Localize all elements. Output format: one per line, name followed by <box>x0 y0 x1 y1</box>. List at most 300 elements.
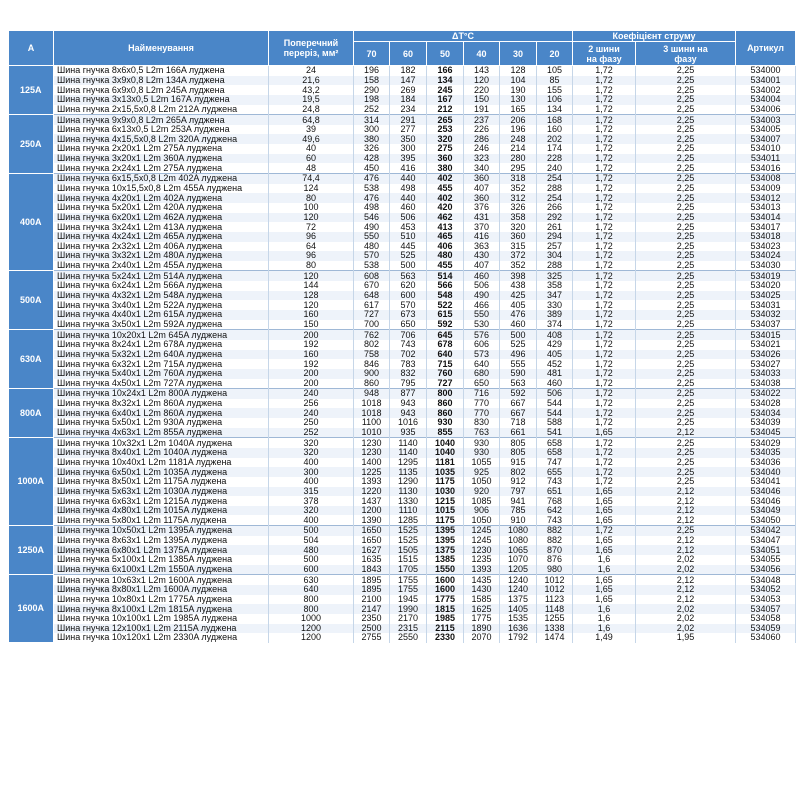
header-a: A <box>9 31 54 66</box>
dt30-value: 912 <box>500 477 537 487</box>
group-current-label: 800A <box>9 389 54 438</box>
cross-section: 320 <box>269 448 354 458</box>
dt40-value: 925 <box>464 467 500 477</box>
dt40-value: 920 <box>464 487 500 497</box>
dt30-value: 312 <box>500 193 537 203</box>
dt20-value: 768 <box>537 496 573 506</box>
cross-section: 504 <box>269 536 354 546</box>
dt70-value: 860 <box>354 379 390 389</box>
coef-two-value: 1,72 <box>573 193 636 203</box>
coef-three-value: 2,25 <box>636 144 736 154</box>
dt60-value: 783 <box>390 359 427 369</box>
article-number: 534037 <box>736 320 796 330</box>
header-coef-two-line1: 2 шини <box>588 43 620 54</box>
dt20-value: 747 <box>537 458 573 468</box>
product-name: Шина гнучка 3х13х0,5 L2m 167A луджена <box>54 95 269 105</box>
table-row <box>9 526 796 536</box>
dt40-value: 490 <box>464 291 500 301</box>
dt60-value: 743 <box>390 340 427 350</box>
table-row <box>9 330 796 340</box>
product-name: Шина гнучка 3х32х1 L2m 480A луджена <box>54 251 269 261</box>
coef-three-value: 2,02 <box>636 614 736 624</box>
group-current-label: 1000A <box>9 438 54 526</box>
group-current-label: 500A <box>9 271 54 330</box>
dt50-value: 640 <box>427 350 464 360</box>
coef-two-value: 1,72 <box>573 458 636 468</box>
dt70-value: 900 <box>354 369 390 379</box>
article-number: 534057 <box>736 604 796 614</box>
table-row <box>9 389 796 399</box>
coef-two-value: 1,72 <box>573 438 636 448</box>
product-name: Шина гнучка 4х80х1 L2m 1015A луджена <box>54 506 269 516</box>
dt70-value: 158 <box>354 76 390 86</box>
dt40-value: 407 <box>464 261 500 271</box>
dt70-value: 1650 <box>354 526 390 536</box>
article-number: 534029 <box>736 438 796 448</box>
article-number: 534058 <box>736 614 796 624</box>
coef-three-value: 2,25 <box>636 389 736 399</box>
dt60-value: 2170 <box>390 614 427 624</box>
dt20-value: 452 <box>537 359 573 369</box>
product-name: Шина гнучка 3х24х1 L2m 413A луджена <box>54 222 269 232</box>
dt50-value: 212 <box>427 105 464 115</box>
product-name: Шина гнучка 5х24х1 L2m 514A луджена <box>54 271 269 281</box>
dt20-value: 168 <box>537 115 573 125</box>
coef-three-value: 2,25 <box>636 242 736 252</box>
product-name: Шина гнучка 6х15,5х0,8 L2m 402A луджена <box>54 174 269 184</box>
dt50-value: 1175 <box>427 477 464 487</box>
dt70-value: 196 <box>354 66 390 76</box>
table-row <box>9 261 796 271</box>
coef-two-value: 1,72 <box>573 300 636 310</box>
dt50-value: 420 <box>427 203 464 213</box>
product-name: Шина гнучка 5х40х1 L2m 760A луджена <box>54 369 269 379</box>
dt30-value: 130 <box>500 95 537 105</box>
coef-three-value: 2,25 <box>636 115 736 125</box>
coef-three-value: 2,02 <box>636 555 736 565</box>
dt50-value: 800 <box>427 389 464 399</box>
cross-section: 120 <box>269 213 354 223</box>
product-name: Шина гнучка 4х63х1 L2m 855A луджена <box>54 428 269 438</box>
table-row <box>9 438 796 448</box>
article-number: 534019 <box>736 271 796 281</box>
table-row <box>9 536 796 546</box>
cross-section: 320 <box>269 506 354 516</box>
table-row <box>9 310 796 320</box>
dt50-value: 548 <box>427 291 464 301</box>
dt70-value: 727 <box>354 310 390 320</box>
table-row <box>9 184 796 194</box>
dt70-value: 2755 <box>354 633 390 643</box>
dt60-value: 1945 <box>390 595 427 605</box>
dt70-value: 300 <box>354 125 390 135</box>
dt70-value: 498 <box>354 203 390 213</box>
header-dt-50: 50 <box>427 42 464 66</box>
coef-two-value: 1,65 <box>573 536 636 546</box>
dt20-value: 544 <box>537 399 573 409</box>
cross-section: 640 <box>269 585 354 595</box>
dt50-value: 360 <box>427 154 464 164</box>
dt50-value: 860 <box>427 399 464 409</box>
product-name: Шина гнучка 10х24х1 L2m 800A луджена <box>54 389 269 399</box>
coef-two-value: 1,65 <box>573 506 636 516</box>
dt50-value: 1015 <box>427 506 464 516</box>
dt30-value: 320 <box>500 222 537 232</box>
dt60-value: 234 <box>390 105 427 115</box>
dt70-value: 2100 <box>354 595 390 605</box>
article-number: 534008 <box>736 174 796 184</box>
dt60-value: 943 <box>390 399 427 409</box>
dt20-value: 1255 <box>537 614 573 624</box>
coef-two-value: 1,6 <box>573 624 636 634</box>
dt60-value: 525 <box>390 251 427 261</box>
dt50-value: 592 <box>427 320 464 330</box>
product-name: Шина гнучка 6х63х1 L2m 1215A луджена <box>54 496 269 506</box>
coef-two-value: 1,72 <box>573 95 636 105</box>
cross-section: 1200 <box>269 624 354 634</box>
coef-two-value: 1,65 <box>573 585 636 595</box>
dt30-value: 1080 <box>500 526 537 536</box>
dt60-value: 506 <box>390 213 427 223</box>
dt40-value: 650 <box>464 379 500 389</box>
dt30-value: 206 <box>500 115 537 125</box>
dt20-value: 160 <box>537 125 573 135</box>
dt50-value: 167 <box>427 95 464 105</box>
article-number: 534003 <box>736 115 796 125</box>
header-section-line1: Поперечний <box>283 38 339 48</box>
cross-section: 72 <box>269 222 354 232</box>
product-name: Шина гнучка 10х80х1 L2m 1775A луджена <box>54 595 269 605</box>
dt60-value: 1130 <box>390 487 427 497</box>
article-number: 534022 <box>736 389 796 399</box>
coef-two-value: 1,72 <box>573 213 636 223</box>
dt20-value: 658 <box>537 448 573 458</box>
coef-three-value: 2,25 <box>636 125 736 135</box>
dt30-value: 805 <box>500 448 537 458</box>
product-name: Шина гнучка 2х40х1 L2m 455A луджена <box>54 261 269 271</box>
dt20-value: 1123 <box>537 595 573 605</box>
dt50-value: 715 <box>427 359 464 369</box>
dt70-value: 670 <box>354 281 390 291</box>
dt30-value: 405 <box>500 300 537 310</box>
dt50-value: 1550 <box>427 565 464 575</box>
dt40-value: 1245 <box>464 536 500 546</box>
dt50-value: 860 <box>427 408 464 418</box>
dt40-value: 143 <box>464 66 500 76</box>
cross-section: 21,6 <box>269 76 354 86</box>
dt30-value: 1792 <box>500 633 537 643</box>
dt60-value: 1505 <box>390 545 427 555</box>
dt60-value: 291 <box>390 115 427 125</box>
dt20-value: 405 <box>537 350 573 360</box>
coef-two-value: 1,72 <box>573 76 636 86</box>
article-number: 534013 <box>736 203 796 213</box>
dt20-value: 743 <box>537 477 573 487</box>
product-name: Шина гнучка 5х80х1 L2m 1175A луджена <box>54 515 269 525</box>
dt30-value: 476 <box>500 310 537 320</box>
dt70-value: 476 <box>354 193 390 203</box>
coef-three-value: 2,25 <box>636 467 736 477</box>
dt50-value: 1775 <box>427 595 464 605</box>
dt50-value: 855 <box>427 428 464 438</box>
table-row <box>9 340 796 350</box>
coef-three-value: 2,02 <box>636 604 736 614</box>
dt20-value: 743 <box>537 515 573 525</box>
dt70-value: 326 <box>354 144 390 154</box>
dt70-value: 1393 <box>354 477 390 487</box>
article-number: 534032 <box>736 310 796 320</box>
dt20-value: 1474 <box>537 633 573 643</box>
dt60-value: 795 <box>390 379 427 389</box>
product-name: Шина гнучка 5х63х1 L2m 1030A луджена <box>54 487 269 497</box>
dt40-value: 191 <box>464 105 500 115</box>
dt70-value: 648 <box>354 291 390 301</box>
dt20-value: 202 <box>537 134 573 144</box>
product-name: Шина гнучка 10х63х1 L2m 1600A луджена <box>54 575 269 585</box>
product-name: Шина гнучка 5х20х1 L2m 420A луджена <box>54 203 269 213</box>
product-name: Шина гнучка 3х40х1 L2m 522A луджена <box>54 300 269 310</box>
cross-section: 400 <box>269 477 354 487</box>
dt30-value: 802 <box>500 467 537 477</box>
cross-section: 64,8 <box>269 115 354 125</box>
dt20-value: 429 <box>537 340 573 350</box>
dt20-value: 980 <box>537 565 573 575</box>
dt60-value: 269 <box>390 85 427 95</box>
dt50-value: 1395 <box>427 536 464 546</box>
dt70-value: 1010 <box>354 428 390 438</box>
product-name: Шина гнучка 4х32х1 L2m 548A луджена <box>54 291 269 301</box>
cross-section: 400 <box>269 458 354 468</box>
dt40-value: 716 <box>464 389 500 399</box>
cross-section: 80 <box>269 193 354 203</box>
article-number: 534002 <box>736 85 796 95</box>
dt40-value: 1050 <box>464 515 500 525</box>
dt70-value: 290 <box>354 85 390 95</box>
cross-section: 500 <box>269 555 354 565</box>
dt40-value: 1775 <box>464 614 500 624</box>
header-dt-40: 40 <box>464 42 500 66</box>
cross-section: 480 <box>269 545 354 555</box>
dt60-value: 563 <box>390 271 427 281</box>
coef-three-value: 2,25 <box>636 163 736 173</box>
dt50-value: 615 <box>427 310 464 320</box>
dt40-value: 680 <box>464 369 500 379</box>
dt40-value: 573 <box>464 350 500 360</box>
group-current-label: 630A <box>9 330 54 389</box>
dt60-value: 277 <box>390 125 427 135</box>
dt50-value: 1385 <box>427 555 464 565</box>
dt30-value: 1535 <box>500 614 537 624</box>
product-name: Шина гнучка 6х32х1 L2m 715A луджена <box>54 359 269 369</box>
table-row <box>9 281 796 291</box>
coef-three-value: 2,12 <box>636 487 736 497</box>
dt20-value: 257 <box>537 242 573 252</box>
dt30-value: 718 <box>500 418 537 428</box>
dt30-value: 196 <box>500 125 537 135</box>
coef-two-value: 1,72 <box>573 174 636 184</box>
article-number: 534040 <box>736 467 796 477</box>
dt20-value: 358 <box>537 281 573 291</box>
product-name: Шина гнучка 10х20х1 L2m 645A луджена <box>54 330 269 340</box>
dt20-value: 174 <box>537 144 573 154</box>
dt30-value: 248 <box>500 134 537 144</box>
coef-three-value: 1,95 <box>636 633 736 643</box>
dt20-value: 106 <box>537 95 573 105</box>
article-number: 534041 <box>736 477 796 487</box>
dt40-value: 606 <box>464 340 500 350</box>
dt20-value: 651 <box>537 487 573 497</box>
table-row <box>9 95 796 105</box>
dt70-value: 450 <box>354 163 390 173</box>
dt40-value: 466 <box>464 300 500 310</box>
cross-section: 120 <box>269 300 354 310</box>
coef-two-value: 1,72 <box>573 418 636 428</box>
article-number: 534033 <box>736 369 796 379</box>
dt40-value: 1435 <box>464 575 500 585</box>
dt50-value: 402 <box>427 193 464 203</box>
dt60-value: 570 <box>390 300 427 310</box>
article-number: 534011 <box>736 154 796 164</box>
coef-two-value: 1,72 <box>573 330 636 340</box>
table-row <box>9 222 796 232</box>
coef-three-value: 2,25 <box>636 438 736 448</box>
coef-two-value: 1,72 <box>573 320 636 330</box>
cross-section: 160 <box>269 350 354 360</box>
cross-section: 300 <box>269 467 354 477</box>
coef-two-value: 1,72 <box>573 379 636 389</box>
dt70-value: 1018 <box>354 399 390 409</box>
article-number: 534036 <box>736 458 796 468</box>
dt60-value: 460 <box>390 203 427 213</box>
table-row <box>9 213 796 223</box>
article-number: 534055 <box>736 555 796 565</box>
coef-two-value: 1,72 <box>573 310 636 320</box>
cross-section: 600 <box>269 565 354 575</box>
dt30-value: 460 <box>500 320 537 330</box>
coef-two-value: 1,6 <box>573 565 636 575</box>
dt60-value: 440 <box>390 174 427 184</box>
coef-two-value: 1,6 <box>573 604 636 614</box>
coef-two-value: 1,72 <box>573 526 636 536</box>
dt60-value: 440 <box>390 193 427 203</box>
table-row <box>9 428 796 438</box>
table-row <box>9 418 796 428</box>
dt70-value: 1230 <box>354 448 390 458</box>
dt50-value: 566 <box>427 281 464 291</box>
coef-three-value: 2,25 <box>636 291 736 301</box>
coef-three-value: 2,25 <box>636 340 736 350</box>
dt70-value: 1220 <box>354 487 390 497</box>
dt40-value: 1393 <box>464 565 500 575</box>
coef-three-value: 2,25 <box>636 134 736 144</box>
coef-three-value: 2,25 <box>636 359 736 369</box>
dt20-value: 882 <box>537 536 573 546</box>
dt70-value: 538 <box>354 261 390 271</box>
dt20-value: 292 <box>537 213 573 223</box>
coef-three-value: 2,25 <box>636 408 736 418</box>
product-name: Шина гнучка 2х24х1 L2m 275A луджена <box>54 163 269 173</box>
dt50-value: 480 <box>427 251 464 261</box>
table-row <box>9 575 796 585</box>
product-name: Шина гнучка 8х32х1 L2m 860A луджена <box>54 399 269 409</box>
dt30-value: 104 <box>500 76 537 86</box>
product-name: Шина гнучка 8х40х1 L2m 1040A луджена <box>54 448 269 458</box>
article-number: 534035 <box>736 448 796 458</box>
table-row <box>9 125 796 135</box>
dt70-value: 570 <box>354 251 390 261</box>
dt70-value: 617 <box>354 300 390 310</box>
article-number: 534049 <box>736 506 796 516</box>
coef-three-value: 2,25 <box>636 193 736 203</box>
dt70-value: 1200 <box>354 506 390 516</box>
dt30-value: 1636 <box>500 624 537 634</box>
table-row <box>9 633 796 643</box>
table-row <box>9 85 796 95</box>
dt50-value: 275 <box>427 144 464 154</box>
dt30-value: 1375 <box>500 595 537 605</box>
dt70-value: 428 <box>354 154 390 164</box>
product-name: Шина гнучка 3х9х0,8 L2m 134A луджена <box>54 76 269 86</box>
coef-three-value: 2,12 <box>636 515 736 525</box>
article-number: 534025 <box>736 291 796 301</box>
dt60-value: 1525 <box>390 536 427 546</box>
cross-section: 128 <box>269 291 354 301</box>
dt40-value: 1585 <box>464 595 500 605</box>
article-number: 534009 <box>736 184 796 194</box>
dt50-value: 1040 <box>427 438 464 448</box>
dt20-value: 408 <box>537 330 573 340</box>
article-number: 534020 <box>736 281 796 291</box>
dt30-value: 661 <box>500 428 537 438</box>
dt40-value: 246 <box>464 144 500 154</box>
article-number: 534051 <box>736 545 796 555</box>
coef-two-value: 1,72 <box>573 222 636 232</box>
dt40-value: 830 <box>464 418 500 428</box>
dt50-value: 1985 <box>427 614 464 624</box>
coef-two-value: 1,72 <box>573 389 636 399</box>
dt50-value: 320 <box>427 134 464 144</box>
product-name: Шина гнучка 6х100х1 L2m 1550A луджена <box>54 565 269 575</box>
dt40-value: 376 <box>464 203 500 213</box>
cross-section: 200 <box>269 379 354 389</box>
dt60-value: 1016 <box>390 418 427 428</box>
product-name: Шина гнучка 6х13х0,5 L2m 253A луджена <box>54 125 269 135</box>
table-row <box>9 115 796 125</box>
dt30-value: 1065 <box>500 545 537 555</box>
cross-section: 240 <box>269 389 354 399</box>
coef-three-value: 2,25 <box>636 330 736 340</box>
table-body <box>9 66 796 643</box>
product-name: Шина гнучка 5х32х1 L2m 640A луджена <box>54 350 269 360</box>
busbar-table <box>8 30 796 643</box>
group-current-label: 400A <box>9 174 54 271</box>
article-number: 534046 <box>736 496 796 506</box>
dt50-value: 380 <box>427 163 464 173</box>
article-number: 534030 <box>736 261 796 271</box>
article-number: 534053 <box>736 595 796 605</box>
dt60-value: 943 <box>390 408 427 418</box>
dt30-value: 1080 <box>500 536 537 546</box>
dt30-value: 525 <box>500 340 537 350</box>
table-row <box>9 506 796 516</box>
dt40-value: 416 <box>464 232 500 242</box>
coef-three-value: 2,25 <box>636 399 736 409</box>
article-number: 534034 <box>736 408 796 418</box>
product-name: Шина гнучка 6х80х1 L2m 1375A луджена <box>54 545 269 555</box>
table-row <box>9 193 796 203</box>
dt50-value: 1181 <box>427 458 464 468</box>
coef-two-value: 1,65 <box>573 487 636 497</box>
